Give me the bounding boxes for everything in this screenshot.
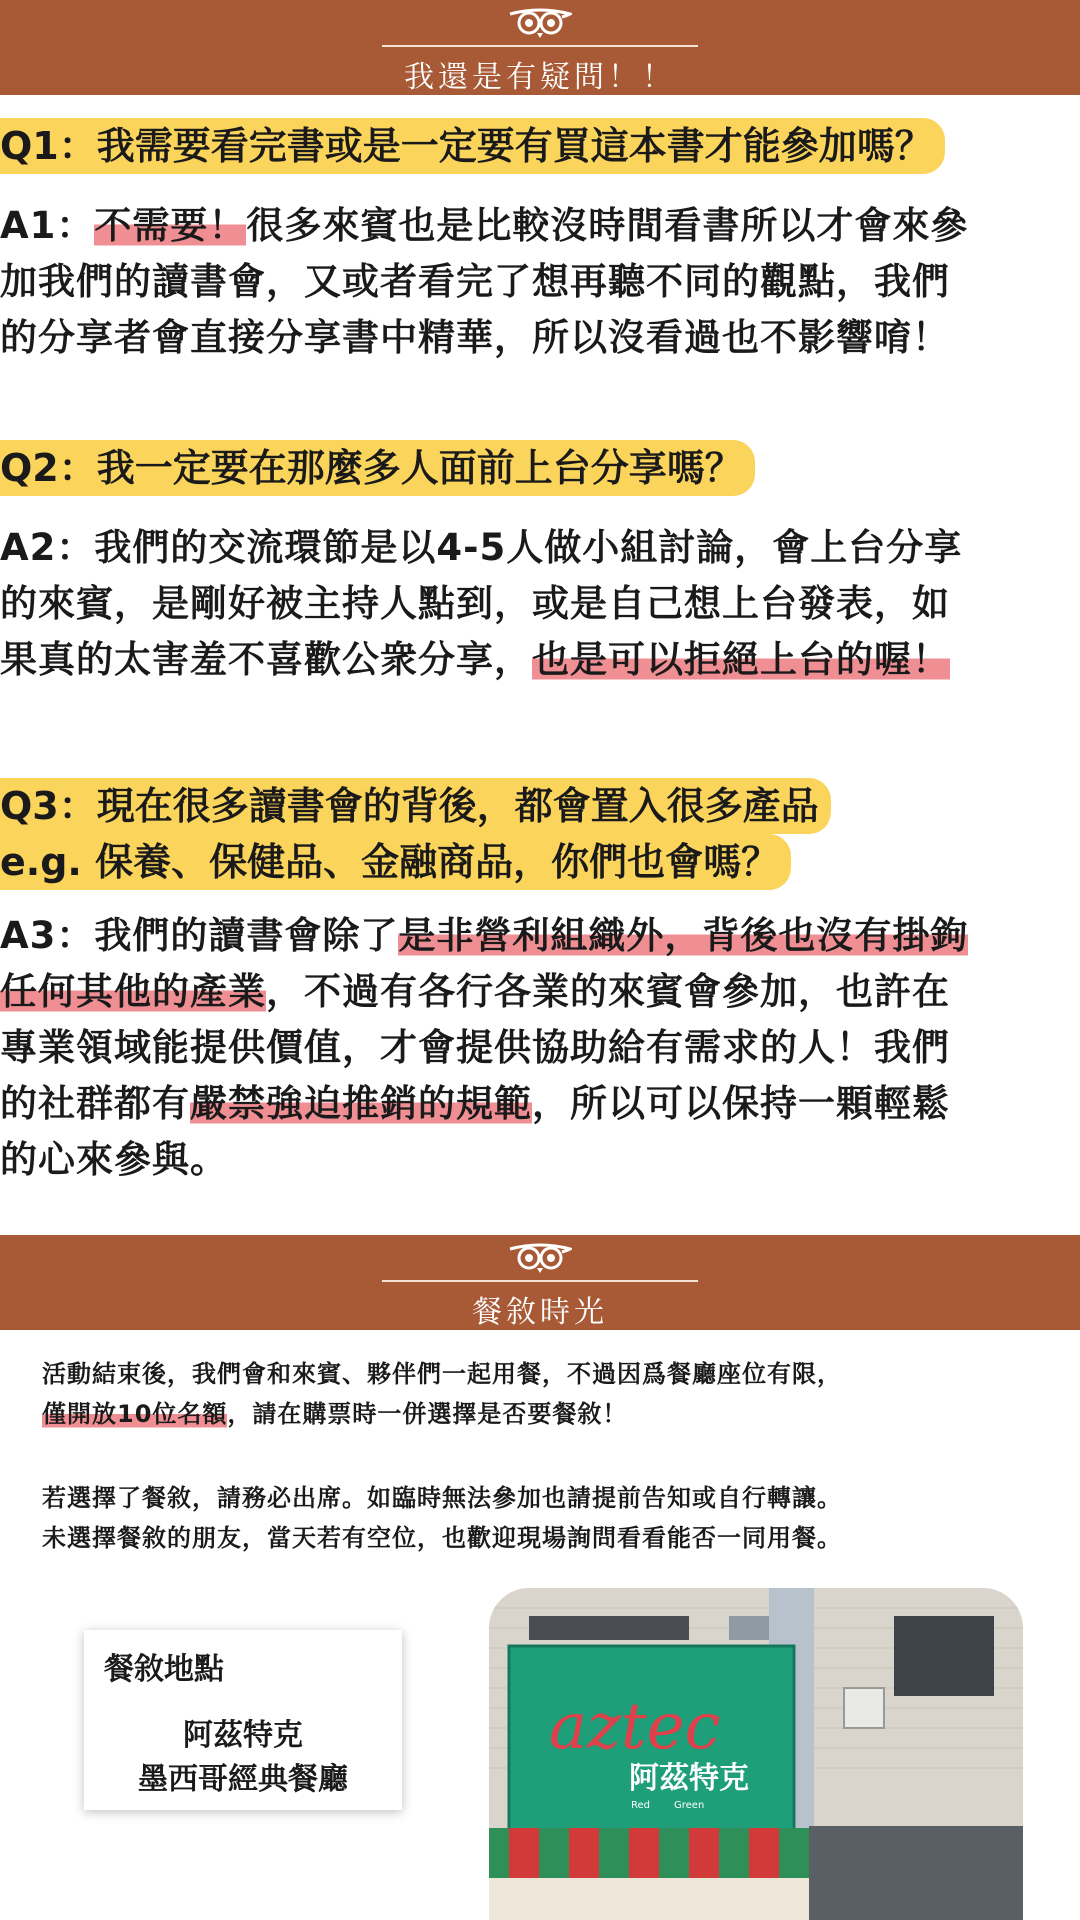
restaurant-name-line-2: 墨西哥經典餐廳 [138,1762,348,1797]
dining-line [42,1354,1052,1394]
text-segment: 的社群都有 [0,1082,190,1125]
dining-title: 餐敘時光 [472,1295,608,1330]
dining-line [42,1518,1052,1558]
question-line: Q1：我需要看完書或是一定要有買這本書才能參加嗎？ [0,118,945,174]
answer-1 [0,198,1080,366]
location-label: 餐敘地點 [104,1652,224,1687]
answer-line [0,1020,1080,1076]
banner-divider [382,1280,698,1282]
text-segment: 的來賓，是剛好被主持人點到，或是自己想上台發表，如 [0,582,950,625]
highlighted-text: 是非營利組織外，背後也沒有掛鉤 [398,914,969,957]
text-segment: 專業領域能提供價值，才會提供協助給有需求的人！我們 [0,1026,950,1069]
faq-title: 我還是有疑問！！ [404,60,676,95]
answer-line [0,310,1080,366]
question-2 [0,440,755,496]
highlighted-text: 僅開放10位名額 [42,1400,228,1428]
question-line: Q3：現在很多讀書會的背後，都會置入很多產品 [0,778,831,834]
text-segment: 果真的太害羞不喜歡公衆分享， [0,638,532,681]
svg-text:Green: Green [674,1800,705,1811]
dining-line [42,1478,1052,1518]
text-segment: 很多來賓也是比較沒時間看書所以才會來參 [246,204,969,247]
owl-eyes-icon [508,8,572,38]
dining-banner [0,1235,1080,1330]
question-line: e.g. 保養、保健品、金融商品，你們也會嗎？ [0,834,791,890]
text-segment: A3：我們的讀書會除了 [0,914,399,957]
text-segment: A1： [0,204,95,247]
dining-location-card [84,1630,402,1810]
dining-line [42,1394,1052,1434]
answer-line [0,254,1080,310]
answer-line [0,964,1080,1020]
text-segment: 加我們的讀書會，又或者看完了想再聽不同的觀點，我們 [0,260,950,303]
owl-eyes-icon [508,1243,572,1273]
highlighted-text: 嚴禁強迫推銷的規範 [190,1082,532,1125]
highlighted-text: 不需要！ [94,204,247,247]
svg-text:aztec: aztec [549,1690,721,1764]
answer-line [0,632,1080,688]
answer-line [0,908,1080,964]
highlighted-text: 任何其他的產業 [0,970,266,1013]
highlighted-text: 也是可以拒絕上台的喔！ [532,638,950,681]
answer-line [0,1076,1080,1132]
restaurant-name-line-1: 阿茲特克 [183,1718,303,1753]
answer-2 [0,520,1080,688]
faq-banner [0,0,1080,95]
text-segment: ，不過有各行各業的來賓會參加，也許在 [266,970,950,1013]
question-line: Q2：我一定要在那麼多人面前上台分享嗎？ [0,440,755,496]
text-segment: 的分享者會直接分享書中精華，所以沒看過也不影響唷！ [0,316,950,359]
answer-line [0,520,1080,576]
question-1 [0,118,945,174]
restaurant-storefront-image [489,1588,1023,1920]
text-segment: 未選擇餐敘的朋友，當天若有空位，也歡迎現場詢問看看能否一同用餐。 [42,1524,842,1552]
text-segment: 的心來參與。 [0,1138,228,1181]
question-3 [0,778,831,890]
dining-paragraph-2 [42,1478,1052,1558]
svg-text:Red: Red [631,1800,650,1811]
answer-line [0,198,1080,254]
text-segment: ，請在購票時一併選擇是否要餐敘！ [227,1400,628,1428]
dining-paragraph-1 [42,1354,1052,1434]
banner-divider [382,45,698,47]
answer-3 [0,908,1080,1188]
text-segment: ，所以可以保持一顆輕鬆 [532,1082,950,1125]
answer-line [0,576,1080,632]
restaurant-photo [489,1588,1023,1920]
answer-line [0,1132,1080,1188]
text-segment: A2：我們的交流環節是以4-5人做小組討論，會上台分享 [0,526,963,569]
svg-text:阿茲特克: 阿茲特克 [629,1761,749,1796]
text-segment: 活動結束後，我們會和來賓、夥伴們一起用餐，不過因爲餐廳座位有限， [42,1360,842,1388]
text-segment: 若選擇了餐敘，請務必出席。如臨時無法參加也請提前告知或自行轉讓。 [42,1484,842,1512]
